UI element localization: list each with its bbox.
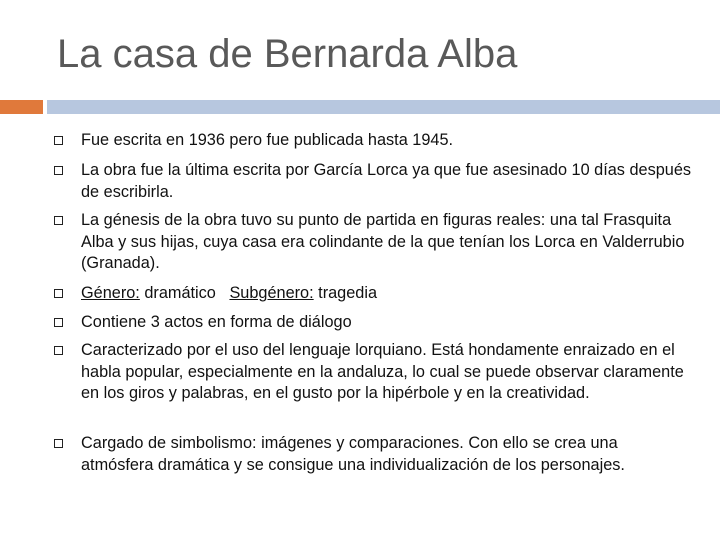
square-bullet-icon: [54, 439, 63, 448]
list-item: Caracterizado por el uso del lenguaje lorquiano. Está hondamente enraizado en el habla popular, especialmente en la andaluza, lo cual se puede observar claramente en los giros y palabras, en el gusto por la hipérbole y en la creatividad.: [81, 341, 684, 402]
list-item: Fue escrita en 1936 pero fue publicada hasta 1945.: [81, 131, 454, 149]
list-item: La génesis de la obra tuvo su punto de partida en figuras reales: una tal Frasquita Alba y sus hijas, cuya casa era colindante de la que tenían los Lorca en Valderrubio (Granada).: [81, 211, 685, 272]
square-bullet-icon: [54, 166, 63, 175]
square-bullet-icon: [54, 136, 63, 145]
subgenre-label: Subgénero:: [229, 284, 314, 302]
square-bullet-icon: [54, 318, 63, 327]
square-bullet-icon: [54, 216, 63, 225]
accent-bar-blue: [47, 100, 720, 114]
genre-label: Género:: [81, 284, 140, 302]
square-bullet-icon: [54, 346, 63, 355]
list-item: Cargado de simbolismo: imágenes y comparaciones. Con ello se crea una atmósfera dramática y se consigue una individualización de los personajes.: [81, 434, 625, 474]
list-item: Contiene 3 actos en forma de diálogo: [81, 313, 352, 331]
subgenre-value: tragedia: [313, 284, 378, 302]
square-bullet-icon: [54, 289, 63, 298]
list-item-genre: [81, 283, 691, 305]
genre-value: dramático: [139, 284, 230, 302]
list-item: La obra fue la última escrita por García Lorca ya que fue asesinado 10 días después de escribirla.: [81, 161, 692, 201]
slide-title: La casa de Bernarda Alba: [57, 32, 518, 76]
accent-bar-orange: [0, 100, 43, 114]
